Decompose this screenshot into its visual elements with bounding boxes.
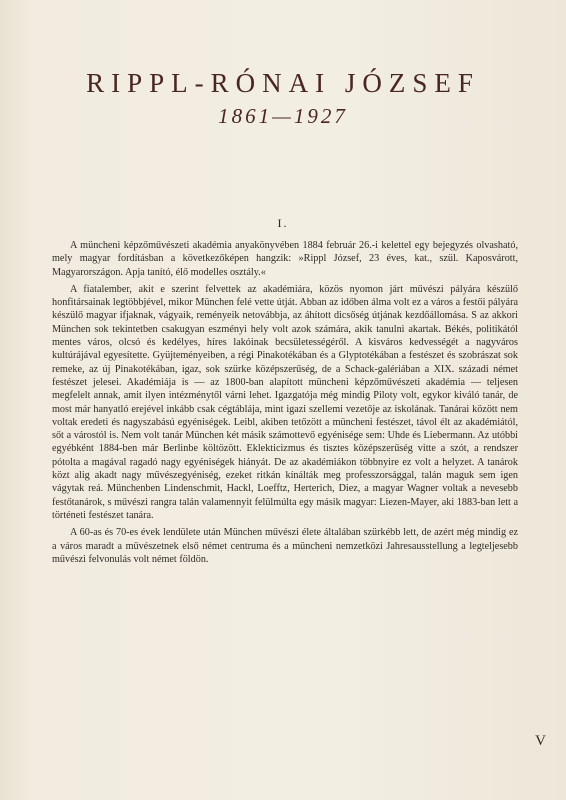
chapter-years: 1861—1927 [218,104,348,128]
page-number: V [535,733,546,749]
body-text [52,239,518,570]
paragraph: A fiatalember, akit e szerint felvettek az akadémiára, közös nyomon járt művészi pályára készülő honfitársainak legtöbbjével, mikor München felé vette útját. Abban az időben álma volt ez a város a festői pályára készülő magyar ifjaknak, vágyaik, reményeik netovábbja, az áhított dicsőség útjának kezdőállomása. S az akkori München sok tekintetben csakugyan eszményi hely volt azok számára, akik tanulni akartak. Békés, politikától mentes város, olcsó és kedélyes, híres lakóinak becsületességéről. A kisváros kedvességét a nagyváros kultúrájával egyesítette. Gyüjteményeiben, a régi Pinakotékában és a Glyptotékában a festészet és szobrászat sok remeke, az új Pinakotékában, igaz, sok szürke középszerűség, de a Schack-galériában a XIX. századi német festészet jelesei. Akadémiája is — az 1800-ban alapított müncheni képzőművészeti akadémia — teljesen megfelelt annak, amit ilyen intézménytől várni lehet. Igazgatója még mindig Piloty volt, egykor kiváló tanár, de most már hanyatló erejével inkább csak cégtáblája, mint igazi szellemi vezetője az iskolának. Tanárai között nem voltak eredeti és nagyszabású egyéniségek. Leibl, akiben tetőzött a müncheni festészet, távol élt az akadémiától, sőt a várostól is. Nem volt tanár München két másik számottevő egyénisége sem: Uhde és Liebermann. Az utóbbi egyébként 1884-ben már Berlinbe költözött. Eklekticizmus és tisztes középszerűség vitte a szót, a rendszer pótolta a magával ragadó nagy egyéniségek hiányát. De az akadémiákon többnyire ez volt a helyzet. A tanárok közt alig akadt nagy művészegyéniség, ezeket ritkán kínálták meg professzorsággal, talán maguk sem igen vágytak reá. Münchenben Lindenschmit, Hackl, Loefftz, Herterich, Diez, a magyar Wagner voltak a nevesebb festőtanárok, s művészi rangra talán valamennyit felülmúlta egy másik magyar: Liezen-Mayer, aki 1883-ban lett a történeti festészet tanára. [52,283,518,521]
paragraph: A müncheni képzőművészeti akadémia anyakönyvében 1884 február 26.-i kelettel egy bejegyzés olvasható, mely magyar fordításban a következőképen hangzik: »Rippl József, 23 éves, kat., szül. Kaposvárott, Magyarországon. Apja tanító, élő modelles osztály.« [52,240,518,278]
chapter-title: RIPPL-RÓNAI JÓZSEF [86,68,480,98]
section-number: I. [277,216,289,230]
paragraph: A 60-as és 70-es évek lendülete után München művészi élete általában szürkébb lett, de azért még mindig ez a város maradt a művészetnek első német centruma és a müncheni nemzetközi Jahresausstellung a legteljesebb művészi felvonulás volt német földön. [52,527,518,565]
